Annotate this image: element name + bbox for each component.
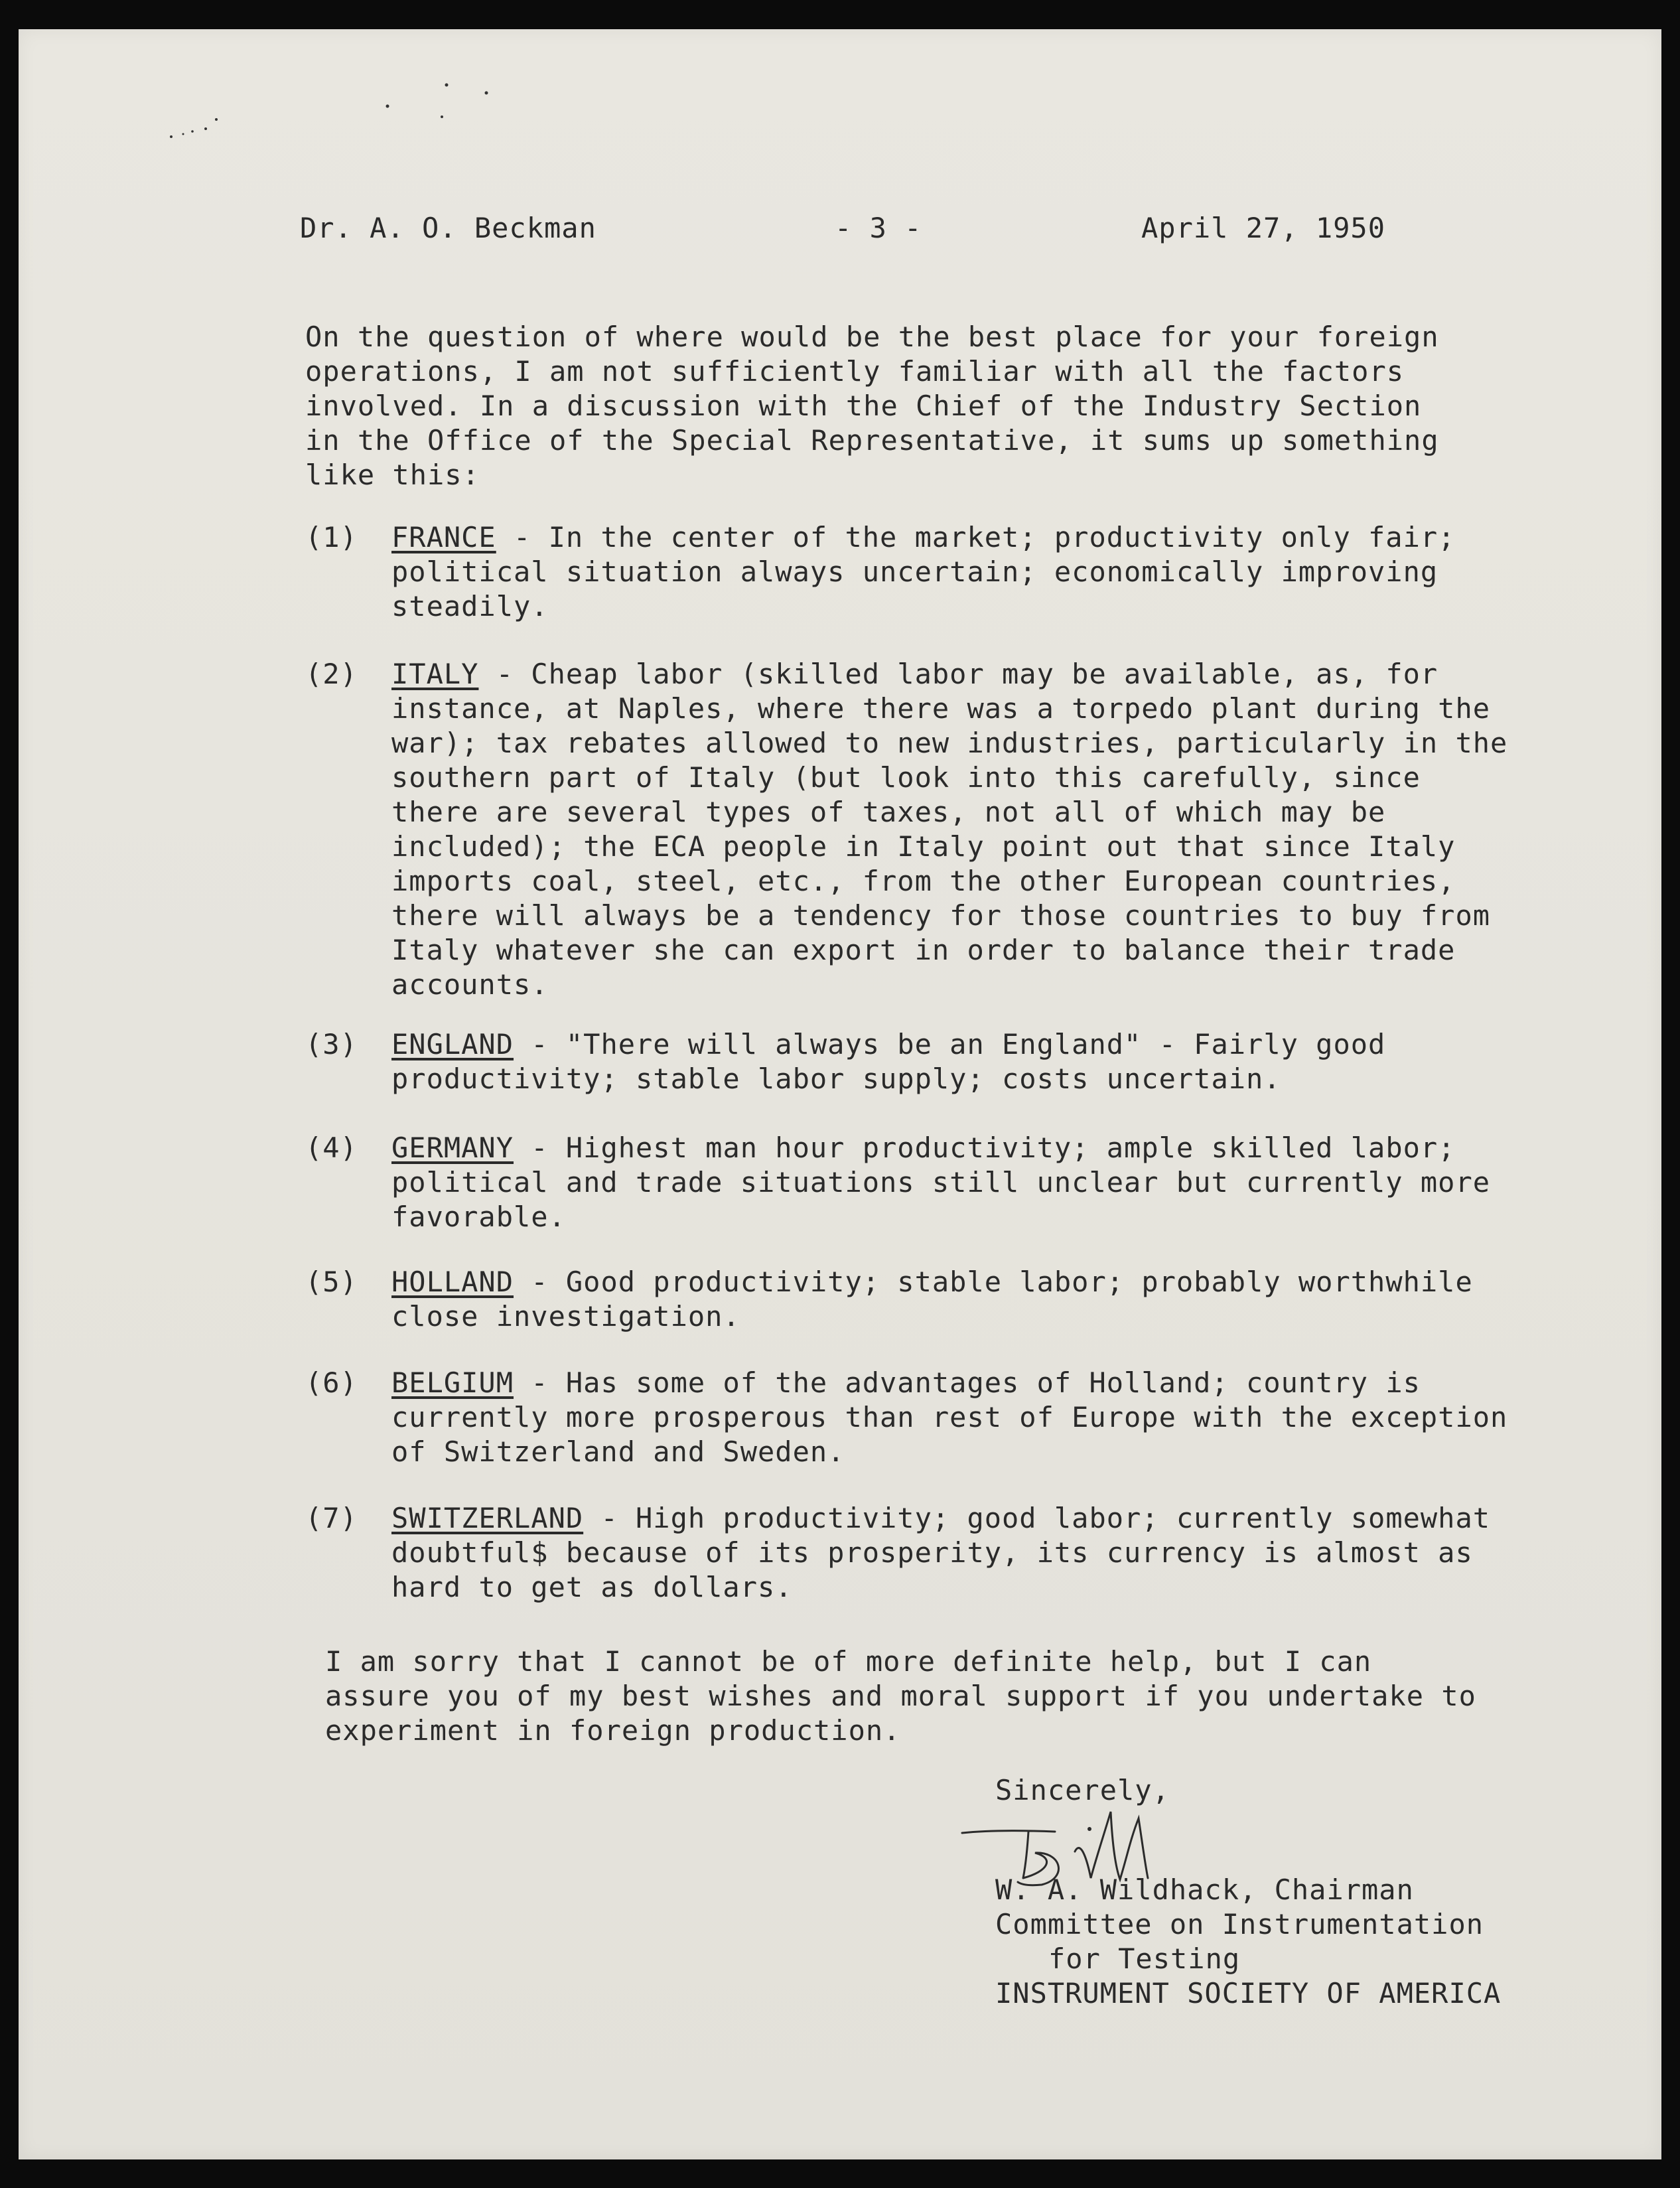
item-country: FRANCE xyxy=(391,521,496,553)
paper-specks xyxy=(151,76,523,149)
item-country: BELGIUM xyxy=(391,1366,514,1399)
signer-name: W. A. Wildhack, Chairman xyxy=(995,1873,1414,1906)
item-number: (3) xyxy=(305,1028,358,1060)
item-text: - Cheap labor (skilled labor may be available, as, for instance, at Naples, where there was a torpedo plant during the war); tax rebates allowed to new industries, particularly in the southern part of Italy (but look into this carefully, since there are several types of taxes, not all of which may be included); the ECA people in Italy point out that since Italy imports coal, steel, etc., from the other European countries, there will always be a tendency for those countries to buy from Italy whatever she can export in order to balance their trade accounts. xyxy=(391,658,1508,1001)
header-recipient: Dr. A. O. Beckman xyxy=(300,212,596,244)
item-text: - Has some of the advantages of Holland; country is currently more prosperous than rest of Europe with the exception of Switzerland and Sweden. xyxy=(391,1366,1508,1468)
item-number: (5) xyxy=(305,1266,358,1298)
signer-title-line1: Committee on Instrumentation xyxy=(995,1908,1484,1940)
item-number: (6) xyxy=(305,1366,358,1399)
item-number: (7) xyxy=(305,1502,358,1534)
item-country: ITALY xyxy=(391,658,479,690)
header-page-number: - 3 - xyxy=(835,212,922,244)
item-text: - High productivity; good labor; currently somewhat doubtful$ because of its prosperity, its currency is almost as hard to get as dollars. xyxy=(391,1502,1491,1603)
item-text: - Highest man hour productivity; ample skilled labor; political and trade situations still unclear but currently more favorable. xyxy=(391,1131,1491,1233)
item-country: ENGLAND xyxy=(391,1028,514,1060)
item-country: GERMANY xyxy=(391,1131,514,1164)
header-date: April 27, 1950 xyxy=(1141,212,1386,244)
closing-paragraph: I am sorry that I cannot be of more definite help, but I can assure you of my best wishes and moral support if you undertake to experiment in foreign production. xyxy=(325,1645,1476,1747)
item-country: HOLLAND xyxy=(391,1266,514,1298)
intro-paragraph: On the question of where would be the best place for your foreign operations, I am not sufficiently familiar with all the factors involved. In a discussion with the Chief of the Industry Section in the Office of the Special Representative, it sums up something like this: xyxy=(305,321,1439,491)
complimentary-close: Sincerely, xyxy=(995,1774,1170,1806)
signer-organization: INSTRUMENT SOCIETY OF AMERICA xyxy=(995,1977,1502,2009)
signer-title-line2: for Testing xyxy=(1048,1942,1241,1975)
item-text: - "There will always be an England" - Fairly good productivity; stable labor supply; costs uncertain. xyxy=(391,1028,1386,1095)
item-number: (2) xyxy=(305,658,358,690)
item-country: SWITZERLAND xyxy=(391,1502,584,1534)
item-number: (1) xyxy=(305,521,358,553)
item-number: (4) xyxy=(305,1131,358,1164)
item-text: - In the center of the market; productivity only fair; political situation always uncertain; economically improving steadily. xyxy=(391,521,1456,622)
item-text: - Good productivity; stable labor; probably worthwhile close investigation. xyxy=(391,1266,1473,1333)
